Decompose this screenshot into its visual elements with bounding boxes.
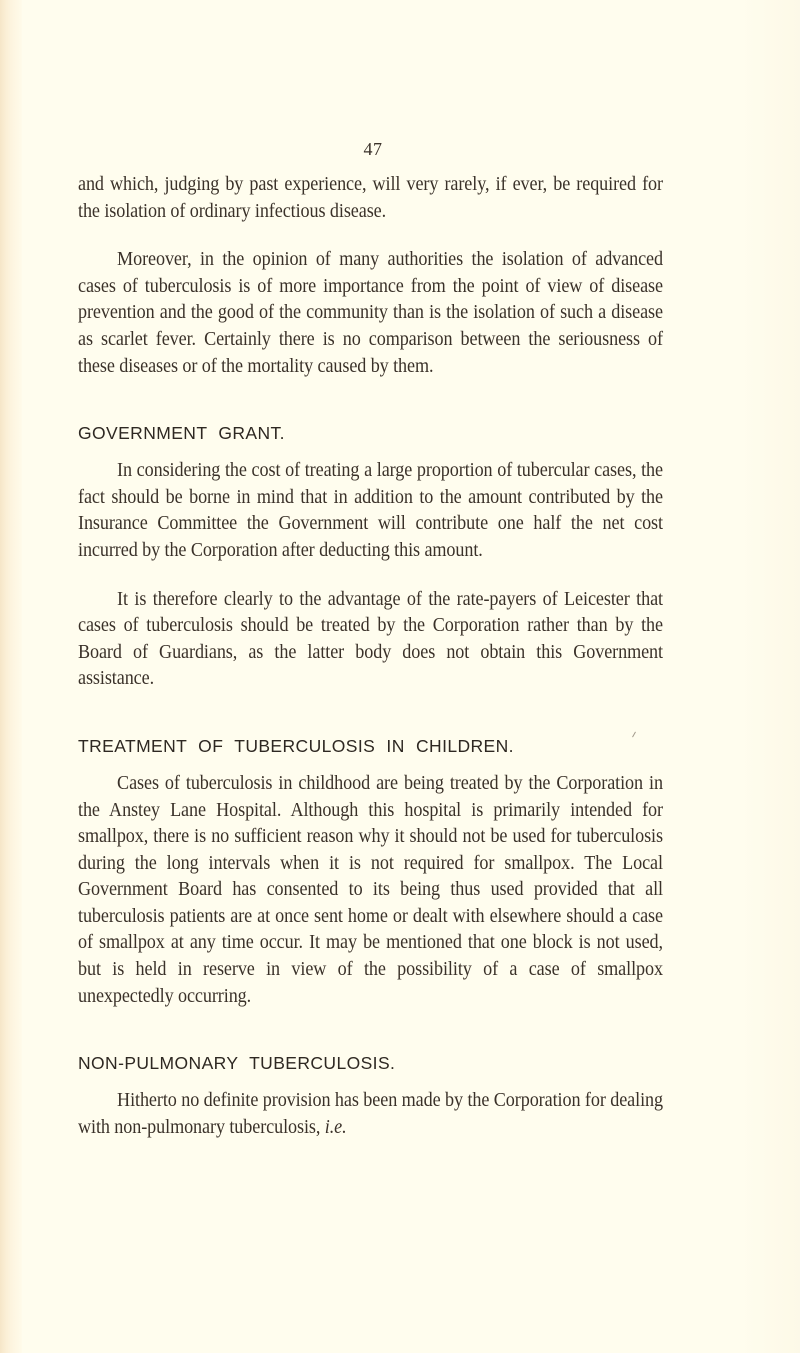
page-edge-shade: [740, 0, 800, 1353]
section-heading: TREATMENT OF TUBERCULOSIS IN CHILDREN.: [78, 735, 514, 756]
paragraph: and which, judging by past experience, will very rarely, if ever, be required for the isolation of ordinary infectious disease.: [78, 174, 663, 222]
section-treatment-children: [78, 735, 663, 1010]
paragraph: Moreover, in the opinion of many authorities the isolation of advanced cases of tuberculosis is of more importance from the point of view of disease prevention and the good of the community than is the isolation of such a disease as scarlet fever. Certainly there is no comparison between the seriousness of these diseases or of the mortality caused by them.: [78, 249, 663, 377]
section-heading: NON-PULMONARY TUBERCULOSIS.: [78, 1053, 396, 1074]
paragraph: [78, 1088, 663, 1141]
paragraph: In considering the cost of treating a large proportion of tubercular cases, the fact should be borne in mind that in addition to the amount contributed by the Insurance Committee the Government will contribute one half the net cost incurred by the Corporation after deducting this amount.: [78, 460, 663, 561]
section-heading: GOVERNMENT GRANT.: [78, 423, 285, 444]
paragraph: It is therefore clearly to the advantage of the rate-payers of Leicester that cases of tuberculosis should be treated by the Corporation rather than by the Board of Guardians, as the latter body does not obtain this Government assistance.: [78, 588, 663, 690]
page-number: 47: [363, 139, 383, 159]
italic-abbreviation: i.e.: [324, 1116, 347, 1138]
paragraph: Cases of tuberculosis in childhood are being treated by the Corporation in the Anstey Lane Hospital. Although this hospital is primarily intended for smallpox, there is no sufficient reason why it should not be used for tuberculosis during the long intervals when it is not required for smallpox. The Local Government Board has consented to its being thus used provided that all tuberculosis patients are at once sent home or dealt with elsewhere should a case of smallpox at any time occur. It may be mentioned that one block is not used, but is held in reserve in view of the possibility of a case of smallpox unexpectedly occurring.: [78, 772, 663, 1007]
section-non-pulmonary: [78, 1052, 663, 1141]
paragraph-text: Hitherto no definite provision has been made by the Corporation for dealing with non-pulmonary tuberculosis,: [78, 1090, 663, 1138]
page-gutter-shadow: [0, 0, 22, 1353]
page-body: [78, 172, 663, 1141]
section-continuation: [78, 172, 663, 380]
section-government-grant: [78, 422, 663, 693]
